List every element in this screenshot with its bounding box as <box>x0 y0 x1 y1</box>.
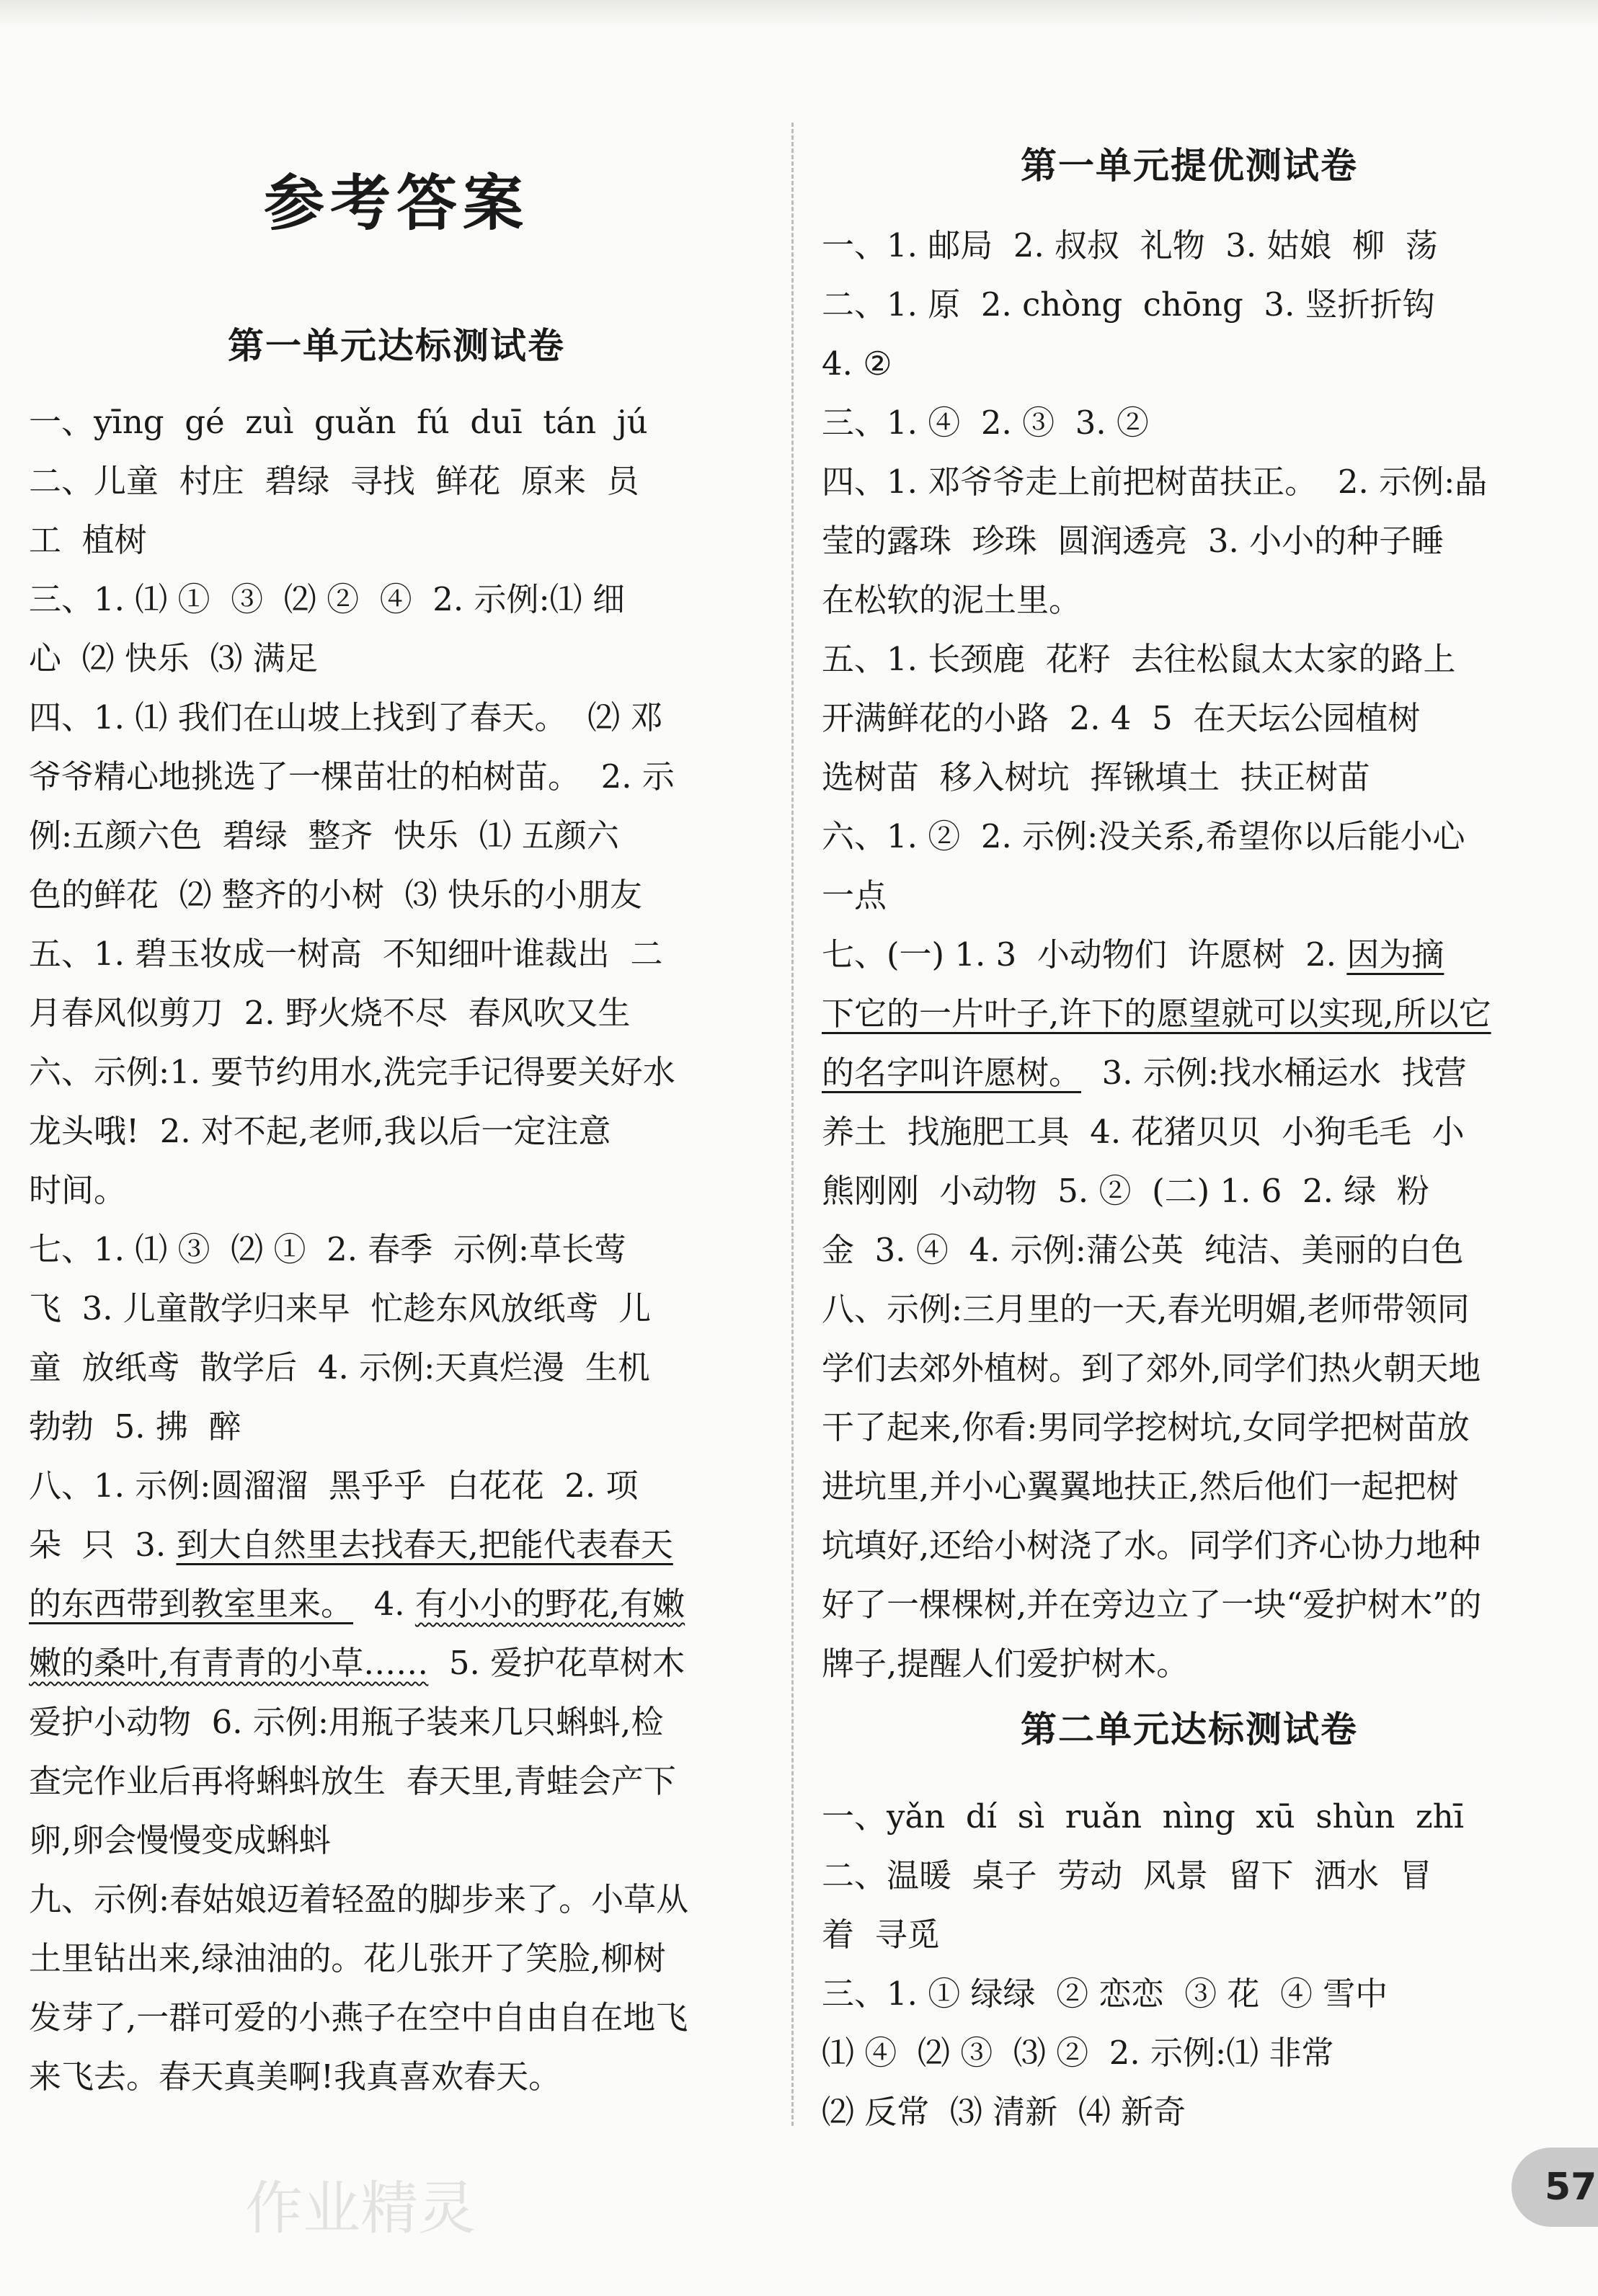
answer-line <box>822 1575 1557 1634</box>
answer-text: 卵,卵会慢慢变成蝌蚪 <box>29 1821 332 1859</box>
answer-text: 发芽了,一群可爱的小燕子在空中自由自在地飞 <box>29 1998 688 2037</box>
answer-text: 飞 3. 儿童散学归来早 忙趁东风放纸鸢 儿 <box>29 1289 652 1327</box>
answer-line <box>822 689 1557 748</box>
answer-line <box>822 1339 1557 1398</box>
answer-text: ⑵ 反常 ⑶ 清新 ⑷ 新奇 <box>822 2093 1186 2131</box>
answer-text: 坑填好,还给小树浇了水。同学们齐心协力地种 <box>822 1526 1481 1565</box>
underlined-answer: 下它的一片叶子,许下的愿望就可以实现,所以它 <box>822 995 1491 1033</box>
answer-line <box>29 1870 764 1929</box>
answers-unit2-standard <box>822 1787 1557 2142</box>
answer-line <box>29 747 764 806</box>
column-divider <box>791 123 794 2126</box>
page-top-shadow <box>0 0 1598 29</box>
answer-line <box>822 275 1557 334</box>
answer-line <box>29 2047 764 2106</box>
answer-text: 4. ② <box>822 344 892 383</box>
answer-line <box>29 1279 764 1338</box>
answer-line <box>822 1964 1557 2024</box>
answer-line <box>29 1397 764 1456</box>
answer-line <box>822 807 1557 866</box>
answer-text: 二、儿童 村庄 碧绿 寻找 鲜花 原来 员 <box>29 462 639 500</box>
answer-line <box>822 1398 1557 1457</box>
answer-text: 七、1. ⑴ ③ ⑵ ① 2. 春季 示例:草长莺 <box>29 1230 627 1268</box>
underlined-answer: 有小小的野花,有嫩 <box>414 1585 685 1623</box>
answer-text: 月春风似剪刀 2. 野火烧不尽 春风吹又生 <box>29 994 631 1032</box>
answer-text: 九、示例:春姑娘迈着轻盈的脚步来了。小草从 <box>29 1880 689 1918</box>
answer-line <box>29 1102 764 1161</box>
answer-line <box>822 748 1557 807</box>
answer-line <box>29 1575 764 1634</box>
answer-text: 八、示例:三月里的一天,春光明媚,老师带领同 <box>822 1290 1470 1328</box>
answer-line <box>822 2024 1557 2083</box>
underlined-answer: 嫩的桑叶,有青青的小草…… <box>29 1644 429 1682</box>
answer-text: 一、yīng gé zuì guǎn fú duī tán jú <box>29 403 648 441</box>
answer-text: 四、1. 邓爷爷走上前把树苗扶正。 2. 示例:晶 <box>822 463 1488 501</box>
answer-text: 来飞去。春天真美啊!我真喜欢春天。 <box>29 2057 561 2096</box>
answer-text: 养土 找施肥工具 4. 花猪贝贝 小狗毛毛 小 <box>822 1113 1465 1151</box>
answer-text: 时间。 <box>29 1171 127 1209</box>
answer-text: 三、1. ① 绿绿 ② 恋恋 ③ 花 ④ 雪中 <box>822 1975 1388 2013</box>
page-number-badge: 57 <box>1512 2148 1598 2227</box>
underlined-answer: 因为摘 <box>1346 935 1444 974</box>
answer-text: 莹的露珠 珍珠 圆润透亮 3. 小小的种子睡 <box>822 522 1444 560</box>
answer-line <box>29 925 764 984</box>
underlined-answer: 的名字叫许愿树。 <box>822 1054 1082 1092</box>
answer-text: 五、1. 碧玉妆成一树高 不知细叶谁裁出 二 <box>29 935 663 973</box>
answer-line <box>822 512 1557 571</box>
answer-text: 着 寻觅 <box>822 1915 940 1954</box>
answer-line <box>29 1752 764 1811</box>
answer-line <box>29 1220 764 1279</box>
answer-line <box>29 511 764 570</box>
answer-text: 二、温暖 桌子 劳动 风景 留下 洒水 冒 <box>822 1856 1432 1895</box>
answer-line <box>822 984 1557 1044</box>
answer-line <box>822 2083 1557 2142</box>
answer-text: 例:五颜六色 碧绿 整齐 快乐 ⑴ 五颜六 <box>29 816 619 855</box>
answer-line <box>29 629 764 688</box>
answer-text: 八、1. 示例:圆溜溜 黑乎乎 白花花 2. 项 <box>29 1467 639 1505</box>
answer-line <box>29 1693 764 1752</box>
answer-line <box>29 866 764 925</box>
answer-text: 三、1. ④ 2. ③ 3. ② <box>822 404 1149 442</box>
answer-line <box>822 393 1557 453</box>
answer-text: 爷爷精心地挑选了一棵苗壮的柏树苗。 2. 示 <box>29 757 675 796</box>
answer-line <box>822 1457 1557 1516</box>
answer-line <box>29 1043 764 1102</box>
answer-line <box>29 1456 764 1516</box>
answer-line <box>29 393 764 452</box>
answer-text: 爱护小动物 6. 示例:用瓶子装来几只蝌蚪,检 <box>29 1703 664 1741</box>
answer-line <box>822 1846 1557 1905</box>
underlined-answer: 到大自然里去找春天,把能代表春天 <box>176 1526 673 1564</box>
answer-line <box>29 1338 764 1397</box>
answer-line <box>822 571 1557 630</box>
answer-text: 进坑里,并小心翼翼地扶正,然后他们一起把树 <box>822 1467 1459 1505</box>
answer-line <box>29 1929 764 1988</box>
answer-line <box>29 1161 764 1220</box>
answer-text: 六、示例:1. 要节约用水,洗完手记得要关好水 <box>29 1053 675 1091</box>
answer-line <box>822 1162 1557 1221</box>
answer-line <box>822 216 1557 275</box>
answer-text: 六、1. ② 2. 示例:没关系,希望你以后能小心 <box>822 817 1465 855</box>
answer-text: 牌子,提醒人们爱护树木。 <box>822 1645 1189 1683</box>
answer-text: 在松软的泥土里。 <box>822 581 1082 619</box>
answer-text: 一、1. 邮局 2. 叔叔 礼物 3. 姑娘 柳 荡 <box>822 226 1438 264</box>
answer-text: 朵 只 3. <box>29 1526 177 1564</box>
answer-line <box>822 1634 1557 1694</box>
answer-text: 干了起来,你看:男同学挖树坑,女同学把树苗放 <box>822 1408 1470 1446</box>
answer-line <box>822 453 1557 512</box>
answer-line <box>29 688 764 747</box>
watermark-logo: 作业精灵 <box>245 2175 476 2242</box>
answer-text: 5. 爱护花草树木 <box>428 1644 685 1682</box>
section-title-unit2-standard: 第二单元达标测试卷 <box>1021 1709 1358 1750</box>
answer-line <box>29 452 764 511</box>
answers-unit1-standard <box>29 393 764 2106</box>
answer-line <box>822 334 1557 393</box>
answer-text: 一、yǎn dí sì ruǎn nìng xū shùn zhī <box>822 1797 1465 1836</box>
answer-text: 土里钻出来,绿油油的。花儿张开了笑脸,柳树 <box>29 1939 666 1977</box>
answer-line <box>29 570 764 629</box>
answer-line <box>822 630 1557 689</box>
answers-unit1-advanced <box>822 216 1557 1694</box>
answer-line <box>822 1103 1557 1162</box>
answer-text: 心 ⑵ 快乐 ⑶ 满足 <box>29 639 318 677</box>
answer-line <box>29 1634 764 1693</box>
answer-line <box>822 1044 1557 1103</box>
answer-text: 勃勃 5. 拂 醉 <box>29 1407 241 1446</box>
answer-text: 龙头哦! 2. 对不起,老师,我以后一定注意 <box>29 1112 611 1150</box>
answer-line <box>29 1516 764 1575</box>
answer-text: 四、1. ⑴ 我们在山坡上找到了春天。 ⑵ 邓 <box>29 698 663 737</box>
answer-line <box>29 1988 764 2047</box>
section-title-unit1-standard: 第一单元达标测试卷 <box>228 325 565 367</box>
answer-line <box>822 1221 1557 1280</box>
answer-text: 五、1. 长颈鹿 花籽 去往松鼠太太家的路上 <box>822 640 1456 678</box>
answer-line <box>822 925 1557 984</box>
answer-text: 工 植树 <box>29 521 147 559</box>
answer-line <box>822 1280 1557 1339</box>
answer-line <box>29 1811 764 1870</box>
answer-line <box>822 1905 1557 1964</box>
underlined-answer: 的东西带到教室里来。 <box>29 1585 354 1623</box>
answer-text: 一点 <box>822 876 887 915</box>
answer-line <box>29 806 764 866</box>
answer-text: 3. 示例:找水桶运水 找营 <box>1081 1054 1467 1092</box>
answer-text: 查完作业后再将蝌蚪放生 春天里,青蛙会产下 <box>29 1762 676 1800</box>
answer-text: 4. <box>353 1585 415 1623</box>
answer-text: 金 3. ④ 4. 示例:蒲公英 纯洁、美丽的白色 <box>822 1231 1464 1269</box>
answer-line <box>822 1516 1557 1575</box>
answer-text: ⑴ ④ ⑵ ③ ⑶ ② 2. 示例:⑴ 非常 <box>822 2034 1334 2072</box>
answer-text: 开满鲜花的小路 2. 4 5 在天坛公园植树 <box>822 699 1421 737</box>
answer-text: 学们去郊外植树。到了郊外,同学们热火朝天地 <box>822 1349 1481 1387</box>
answer-text: 三、1. ⑴ ① ③ ⑵ ② ④ 2. 示例:⑴ 细 <box>29 580 625 618</box>
answer-text: 选树苗 移入树坑 挥锹填土 扶正树苗 <box>822 758 1370 796</box>
section-title-unit1-advanced: 第一单元提优测试卷 <box>1021 145 1358 187</box>
answer-line <box>822 1787 1557 1846</box>
answer-text: 色的鲜花 ⑵ 整齐的小树 ⑶ 快乐的小朋友 <box>29 876 642 914</box>
answer-text: 熊刚刚 小动物 5. ② (二) 1. 6 2. 绿 粉 <box>822 1172 1429 1210</box>
answer-text: 好了一棵棵树,并在旁边立了一块“爱护树木”的 <box>822 1585 1482 1624</box>
answer-text: 七、(一) 1. 3 小动物们 许愿树 2. <box>822 935 1347 974</box>
answer-line <box>29 984 764 1043</box>
page-title: 参考答案 <box>263 168 529 239</box>
answer-text: 童 放纸鸢 散学后 4. 示例:天真烂漫 生机 <box>29 1348 650 1387</box>
answer-line <box>822 866 1557 925</box>
answer-text: 二、1. 原 2. chòng chōng 3. 竖折折钩 <box>822 285 1435 324</box>
